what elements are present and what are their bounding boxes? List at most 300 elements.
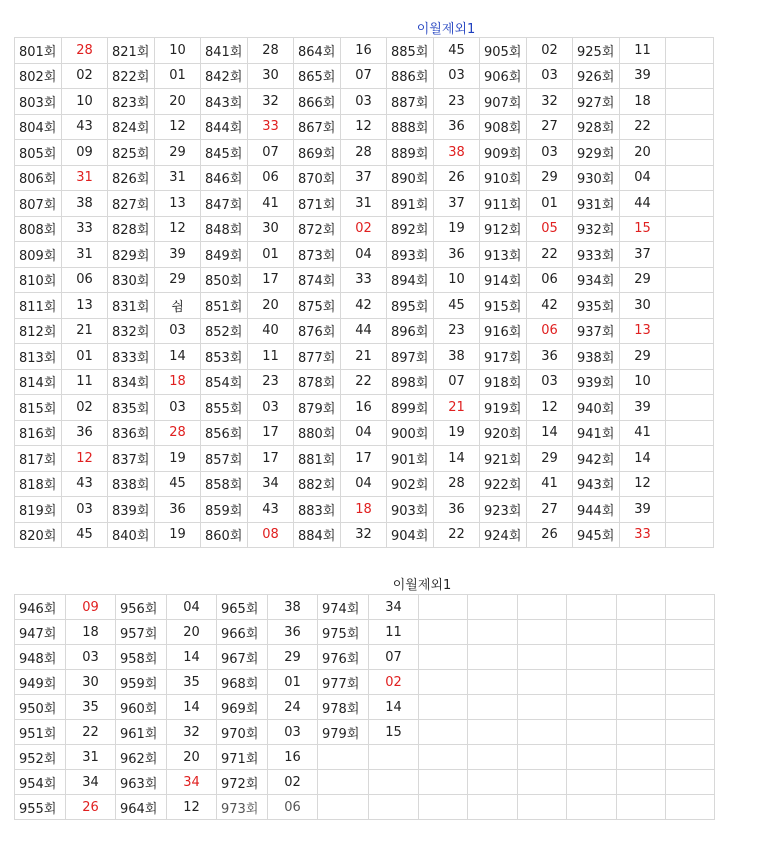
empty-cell xyxy=(518,720,567,745)
draw-number-cell: 838회 xyxy=(108,471,155,497)
excluded-number-cell: 08 xyxy=(248,522,294,548)
excluded-number-cell: 06 xyxy=(268,795,318,820)
draw-results-table-2 xyxy=(14,594,715,820)
empty-cell xyxy=(666,620,715,645)
excluded-number-cell: 12 xyxy=(155,114,201,140)
empty-cell xyxy=(468,770,518,795)
empty-cell xyxy=(666,293,714,319)
draw-number-cell: 922회 xyxy=(480,471,527,497)
empty-cell xyxy=(518,670,567,695)
excluded-number-cell: 35 xyxy=(66,695,116,720)
draw-number-cell: 927회 xyxy=(573,89,620,115)
excluded-number-cell: 19 xyxy=(434,420,480,446)
draw-number-cell: 857회 xyxy=(201,446,248,472)
excluded-number-cell: 38 xyxy=(62,191,108,217)
table-row xyxy=(15,242,714,268)
draw-number-cell: 826회 xyxy=(108,165,155,191)
excluded-number-cell: 03 xyxy=(341,89,387,115)
excluded-number-cell: 12 xyxy=(62,446,108,472)
draw-number-cell: 834회 xyxy=(108,369,155,395)
excluded-number-cell: 15 xyxy=(620,216,666,242)
excluded-number-cell: 18 xyxy=(341,497,387,523)
excluded-number-cell: 45 xyxy=(434,293,480,319)
empty-cell xyxy=(666,497,714,523)
excluded-number-cell: 39 xyxy=(620,63,666,89)
empty-cell xyxy=(567,595,617,620)
excluded-number-cell: 14 xyxy=(620,446,666,472)
excluded-number-cell: 31 xyxy=(66,745,116,770)
draw-number-cell: 935회 xyxy=(573,293,620,319)
excluded-number-cell: 16 xyxy=(268,745,318,770)
draw-number-cell: 915회 xyxy=(480,293,527,319)
table-row xyxy=(15,645,715,670)
empty-cell xyxy=(666,89,714,115)
excluded-number-cell: 16 xyxy=(341,38,387,64)
excluded-number-cell: 37 xyxy=(341,165,387,191)
excluded-number-cell: 11 xyxy=(248,344,294,370)
draw-number-cell: 931회 xyxy=(573,191,620,217)
excluded-number-cell: 29 xyxy=(268,645,318,670)
table-row xyxy=(15,720,715,745)
excluded-number-cell: 33 xyxy=(248,114,294,140)
empty-cell xyxy=(468,620,518,645)
excluded-number-cell: 20 xyxy=(167,745,217,770)
table-row xyxy=(15,420,714,446)
draw-number-cell: 885회 xyxy=(387,38,434,64)
draw-number-cell: 867회 xyxy=(294,114,341,140)
excluded-number-cell: 03 xyxy=(527,140,573,166)
draw-number-cell: 896회 xyxy=(387,318,434,344)
empty-cell xyxy=(666,140,714,166)
excluded-number-cell: 31 xyxy=(62,242,108,268)
excluded-number-cell: 23 xyxy=(248,369,294,395)
draw-number-cell: 925회 xyxy=(573,38,620,64)
draw-number-cell: 903회 xyxy=(387,497,434,523)
draw-number-cell: 818회 xyxy=(15,471,62,497)
excluded-number-cell: 20 xyxy=(167,620,217,645)
table-row xyxy=(15,293,714,319)
empty-cell xyxy=(666,191,714,217)
excluded-number-cell: 13 xyxy=(155,191,201,217)
draw-number-cell: 823회 xyxy=(108,89,155,115)
draw-number-cell: 840회 xyxy=(108,522,155,548)
draw-number-cell: 954회 xyxy=(15,770,66,795)
empty-cell xyxy=(567,720,617,745)
excluded-number-cell: 31 xyxy=(62,165,108,191)
draw-number-cell: 960회 xyxy=(116,695,167,720)
empty-cell xyxy=(617,745,666,770)
empty-cell xyxy=(419,595,468,620)
excluded-number-cell: 22 xyxy=(434,522,480,548)
draw-number-cell: 881회 xyxy=(294,446,341,472)
draw-number-cell: 946회 xyxy=(15,595,66,620)
draw-number-cell: 893회 xyxy=(387,242,434,268)
excluded-number-cell: 04 xyxy=(620,165,666,191)
draw-number-cell: 835회 xyxy=(108,395,155,421)
draw-number-cell: 899회 xyxy=(387,395,434,421)
table-row xyxy=(15,165,714,191)
excluded-number-cell: 11 xyxy=(620,38,666,64)
draw-number-cell: 951회 xyxy=(15,720,66,745)
excluded-number-cell: 37 xyxy=(434,191,480,217)
draw-number-cell: 815회 xyxy=(15,395,62,421)
draw-number-cell: 844회 xyxy=(201,114,248,140)
empty-cell xyxy=(666,745,715,770)
table-row xyxy=(15,695,715,720)
excluded-number-cell: 19 xyxy=(155,446,201,472)
draw-number-cell: 929회 xyxy=(573,140,620,166)
excluded-number-cell: 03 xyxy=(248,395,294,421)
excluded-number-cell: 09 xyxy=(62,140,108,166)
excluded-number-cell: 43 xyxy=(62,114,108,140)
empty-cell xyxy=(318,795,369,820)
draw-number-cell: 865회 xyxy=(294,63,341,89)
excluded-number-cell: 30 xyxy=(248,216,294,242)
empty-cell xyxy=(518,645,567,670)
draw-number-cell: 956회 xyxy=(116,595,167,620)
draw-number-cell: 816회 xyxy=(15,420,62,446)
draw-number-cell: 974회 xyxy=(318,595,369,620)
draw-number-cell: 950회 xyxy=(15,695,66,720)
empty-cell xyxy=(617,795,666,820)
excluded-number-cell: 39 xyxy=(155,242,201,268)
excluded-number-cell: 18 xyxy=(155,369,201,395)
excluded-number-cell: 32 xyxy=(527,89,573,115)
empty-cell xyxy=(666,38,714,64)
draw-number-cell: 807회 xyxy=(15,191,62,217)
excluded-number-cell: 10 xyxy=(620,369,666,395)
excluded-number-cell: 19 xyxy=(434,216,480,242)
table-row xyxy=(15,522,714,548)
excluded-number-cell: 39 xyxy=(620,497,666,523)
draw-number-cell: 866회 xyxy=(294,89,341,115)
excluded-number-cell: 14 xyxy=(434,446,480,472)
empty-cell xyxy=(666,645,715,670)
table-row xyxy=(15,471,714,497)
draw-number-cell: 821회 xyxy=(108,38,155,64)
excluded-number-cell: 02 xyxy=(341,216,387,242)
excluded-number-cell: 03 xyxy=(155,395,201,421)
empty-cell xyxy=(666,595,715,620)
draw-number-cell: 841회 xyxy=(201,38,248,64)
excluded-number-cell: 10 xyxy=(434,267,480,293)
empty-cell xyxy=(518,695,567,720)
excluded-number-cell: 29 xyxy=(155,140,201,166)
empty-cell xyxy=(617,720,666,745)
empty-cell xyxy=(567,645,617,670)
table-row xyxy=(15,318,714,344)
excluded-number-cell: 23 xyxy=(434,318,480,344)
excluded-number-cell: 45 xyxy=(62,522,108,548)
draw-number-cell: 920회 xyxy=(480,420,527,446)
excluded-number-cell: 13 xyxy=(62,293,108,319)
draw-number-cell: 942회 xyxy=(573,446,620,472)
draw-number-cell: 860회 xyxy=(201,522,248,548)
excluded-number-cell: 38 xyxy=(434,140,480,166)
draw-number-cell: 874회 xyxy=(294,267,341,293)
table-row xyxy=(15,395,714,421)
excluded-number-cell: 44 xyxy=(620,191,666,217)
draw-number-cell: 846회 xyxy=(201,165,248,191)
empty-cell xyxy=(468,595,518,620)
draw-number-cell: 941회 xyxy=(573,420,620,446)
draw-number-cell: 892회 xyxy=(387,216,434,242)
draw-number-cell: 843회 xyxy=(201,89,248,115)
excluded-number-cell: 04 xyxy=(341,471,387,497)
excluded-number-cell: 27 xyxy=(527,114,573,140)
draw-number-cell: 934회 xyxy=(573,267,620,293)
empty-cell xyxy=(468,645,518,670)
draw-number-cell: 827회 xyxy=(108,191,155,217)
draw-number-cell: 912회 xyxy=(480,216,527,242)
excluded-number-cell: 20 xyxy=(155,89,201,115)
excluded-number-cell: 41 xyxy=(248,191,294,217)
draw-number-cell: 869회 xyxy=(294,140,341,166)
draw-number-cell: 810회 xyxy=(15,267,62,293)
draw-number-cell: 964회 xyxy=(116,795,167,820)
draw-number-cell: 962회 xyxy=(116,745,167,770)
empty-cell xyxy=(666,720,715,745)
excluded-number-cell: 14 xyxy=(369,695,419,720)
excluded-number-cell: 42 xyxy=(341,293,387,319)
table-row xyxy=(15,670,715,695)
draw-number-cell: 908회 xyxy=(480,114,527,140)
empty-cell xyxy=(468,670,518,695)
excluded-number-cell: 29 xyxy=(620,344,666,370)
empty-cell xyxy=(567,745,617,770)
draw-number-cell: 919회 xyxy=(480,395,527,421)
excluded-number-cell: 02 xyxy=(527,38,573,64)
excluded-number-cell: 35 xyxy=(167,670,217,695)
excluded-number-cell: 17 xyxy=(248,267,294,293)
draw-number-cell: 959회 xyxy=(116,670,167,695)
draw-number-cell: 902회 xyxy=(387,471,434,497)
empty-cell xyxy=(318,745,369,770)
empty-cell xyxy=(617,595,666,620)
empty-cell xyxy=(419,645,468,670)
excluded-number-cell: 01 xyxy=(155,63,201,89)
draw-number-cell: 831회 xyxy=(108,293,155,319)
table-row xyxy=(15,620,715,645)
draw-number-cell: 864회 xyxy=(294,38,341,64)
draw-number-cell: 904회 xyxy=(387,522,434,548)
draw-number-cell: 876회 xyxy=(294,318,341,344)
excluded-number-cell: 06 xyxy=(527,267,573,293)
excluded-number-cell: 38 xyxy=(434,344,480,370)
draw-number-cell: 955회 xyxy=(15,795,66,820)
draw-number-cell: 900회 xyxy=(387,420,434,446)
empty-cell xyxy=(369,795,419,820)
empty-cell xyxy=(419,745,468,770)
draw-number-cell: 943회 xyxy=(573,471,620,497)
draw-number-cell: 814회 xyxy=(15,369,62,395)
excluded-number-cell: 03 xyxy=(268,720,318,745)
excluded-number-cell: 29 xyxy=(527,446,573,472)
draw-number-cell: 882회 xyxy=(294,471,341,497)
excluded-number-cell: 37 xyxy=(620,242,666,268)
draw-number-cell: 891회 xyxy=(387,191,434,217)
empty-cell xyxy=(666,446,714,472)
draw-number-cell: 802회 xyxy=(15,63,62,89)
draw-number-cell: 828회 xyxy=(108,216,155,242)
excluded-number-cell: 36 xyxy=(268,620,318,645)
excluded-number-cell: 29 xyxy=(527,165,573,191)
draw-number-cell: 932회 xyxy=(573,216,620,242)
empty-cell xyxy=(518,770,567,795)
excluded-number-cell: 12 xyxy=(155,216,201,242)
excluded-number-cell: 22 xyxy=(341,369,387,395)
excluded-number-cell: 07 xyxy=(341,63,387,89)
draw-number-cell: 849회 xyxy=(201,242,248,268)
excluded-number-cell: 12 xyxy=(341,114,387,140)
excluded-number-cell: 04 xyxy=(167,595,217,620)
draw-number-cell: 966회 xyxy=(217,620,268,645)
excluded-number-cell: 06 xyxy=(62,267,108,293)
draw-number-cell: 809회 xyxy=(15,242,62,268)
draw-number-cell: 948회 xyxy=(15,645,66,670)
draw-number-cell: 848회 xyxy=(201,216,248,242)
draw-number-cell: 916회 xyxy=(480,318,527,344)
excluded-number-cell: 28 xyxy=(62,38,108,64)
excluded-number-cell: 20 xyxy=(248,293,294,319)
excluded-number-cell: 07 xyxy=(248,140,294,166)
draw-number-cell: 805회 xyxy=(15,140,62,166)
excluded-number-cell: 29 xyxy=(155,267,201,293)
draw-number-cell: 845회 xyxy=(201,140,248,166)
empty-cell xyxy=(369,745,419,770)
draw-number-cell: 901회 xyxy=(387,446,434,472)
draw-number-cell: 937회 xyxy=(573,318,620,344)
excluded-number-cell: 21 xyxy=(434,395,480,421)
draw-number-cell: 977회 xyxy=(318,670,369,695)
excluded-number-cell: 28 xyxy=(341,140,387,166)
empty-cell xyxy=(666,795,715,820)
draw-number-cell: 830회 xyxy=(108,267,155,293)
excluded-number-cell: 36 xyxy=(434,497,480,523)
table-row xyxy=(15,38,714,64)
draw-number-cell: 847회 xyxy=(201,191,248,217)
excluded-number-cell: 03 xyxy=(527,63,573,89)
excluded-number-cell: 31 xyxy=(155,165,201,191)
draw-number-cell: 944회 xyxy=(573,497,620,523)
draw-number-cell: 858회 xyxy=(201,471,248,497)
table-row xyxy=(15,89,714,115)
excluded-number-cell: 28 xyxy=(155,420,201,446)
draw-number-cell: 855회 xyxy=(201,395,248,421)
draw-number-cell: 911회 xyxy=(480,191,527,217)
empty-cell xyxy=(419,795,468,820)
excluded-number-cell: 33 xyxy=(620,522,666,548)
draw-number-cell: 905회 xyxy=(480,38,527,64)
excluded-number-cell: 24 xyxy=(268,695,318,720)
draw-number-cell: 811회 xyxy=(15,293,62,319)
excluded-number-cell: 44 xyxy=(341,318,387,344)
draw-number-cell: 806회 xyxy=(15,165,62,191)
draw-number-cell: 880회 xyxy=(294,420,341,446)
excluded-number-cell: 33 xyxy=(341,267,387,293)
empty-cell xyxy=(666,216,714,242)
draw-number-cell: 850회 xyxy=(201,267,248,293)
excluded-number-cell: 19 xyxy=(155,522,201,548)
excluded-number-cell: 34 xyxy=(66,770,116,795)
excluded-number-cell: 02 xyxy=(62,63,108,89)
empty-cell xyxy=(419,670,468,695)
draw-number-cell: 971회 xyxy=(217,745,268,770)
draw-number-cell: 906회 xyxy=(480,63,527,89)
draw-number-cell: 917회 xyxy=(480,344,527,370)
empty-cell xyxy=(468,795,518,820)
excluded-number-cell: 27 xyxy=(527,497,573,523)
excluded-number-cell: 07 xyxy=(369,645,419,670)
draw-number-cell: 973회 xyxy=(217,795,268,820)
table-row xyxy=(15,63,714,89)
excluded-number-cell: 43 xyxy=(62,471,108,497)
draw-number-cell: 842회 xyxy=(201,63,248,89)
table2-title: 이월제외1 xyxy=(392,578,452,593)
draw-number-cell: 957회 xyxy=(116,620,167,645)
draw-number-cell: 879회 xyxy=(294,395,341,421)
draw-number-cell: 824회 xyxy=(108,114,155,140)
excluded-number-cell: 36 xyxy=(434,242,480,268)
table-row xyxy=(15,344,714,370)
draw-number-cell: 940회 xyxy=(573,395,620,421)
draw-number-cell: 958회 xyxy=(116,645,167,670)
excluded-number-cell: 12 xyxy=(527,395,573,421)
excluded-number-cell: 02 xyxy=(369,670,419,695)
empty-cell xyxy=(617,620,666,645)
draw-number-cell: 870회 xyxy=(294,165,341,191)
draw-number-cell: 967회 xyxy=(217,645,268,670)
draw-number-cell: 975회 xyxy=(318,620,369,645)
draw-number-cell: 833회 xyxy=(108,344,155,370)
draw-number-cell: 963회 xyxy=(116,770,167,795)
excluded-number-cell: 01 xyxy=(527,191,573,217)
draw-number-cell: 952회 xyxy=(15,745,66,770)
excluded-number-cell: 39 xyxy=(620,395,666,421)
empty-cell xyxy=(617,670,666,695)
draw-number-cell: 969회 xyxy=(217,695,268,720)
draw-number-cell: 853회 xyxy=(201,344,248,370)
draw-number-cell: 837회 xyxy=(108,446,155,472)
excluded-number-cell: 29 xyxy=(620,267,666,293)
excluded-number-cell: 36 xyxy=(155,497,201,523)
excluded-number-cell: 40 xyxy=(248,318,294,344)
table-row xyxy=(15,770,715,795)
excluded-number-cell: 18 xyxy=(66,620,116,645)
excluded-number-cell: 04 xyxy=(341,242,387,268)
draw-number-cell: 822회 xyxy=(108,63,155,89)
excluded-number-cell: 23 xyxy=(434,89,480,115)
empty-cell xyxy=(419,720,468,745)
excluded-number-cell: 45 xyxy=(434,38,480,64)
draw-number-cell: 825회 xyxy=(108,140,155,166)
empty-cell xyxy=(567,770,617,795)
excluded-number-cell: 43 xyxy=(248,497,294,523)
empty-cell xyxy=(666,318,714,344)
draw-number-cell: 895회 xyxy=(387,293,434,319)
empty-cell xyxy=(617,645,666,670)
excluded-number-cell: 02 xyxy=(62,395,108,421)
empty-cell xyxy=(468,745,518,770)
draw-number-cell: 945회 xyxy=(573,522,620,548)
draw-number-cell: 878회 xyxy=(294,369,341,395)
table1-title: 이월제외1 xyxy=(416,22,476,37)
draw-number-cell: 965회 xyxy=(217,595,268,620)
excluded-number-cell: 42 xyxy=(527,293,573,319)
table-row xyxy=(15,497,714,523)
draw-number-cell: 817회 xyxy=(15,446,62,472)
draw-number-cell: 898회 xyxy=(387,369,434,395)
